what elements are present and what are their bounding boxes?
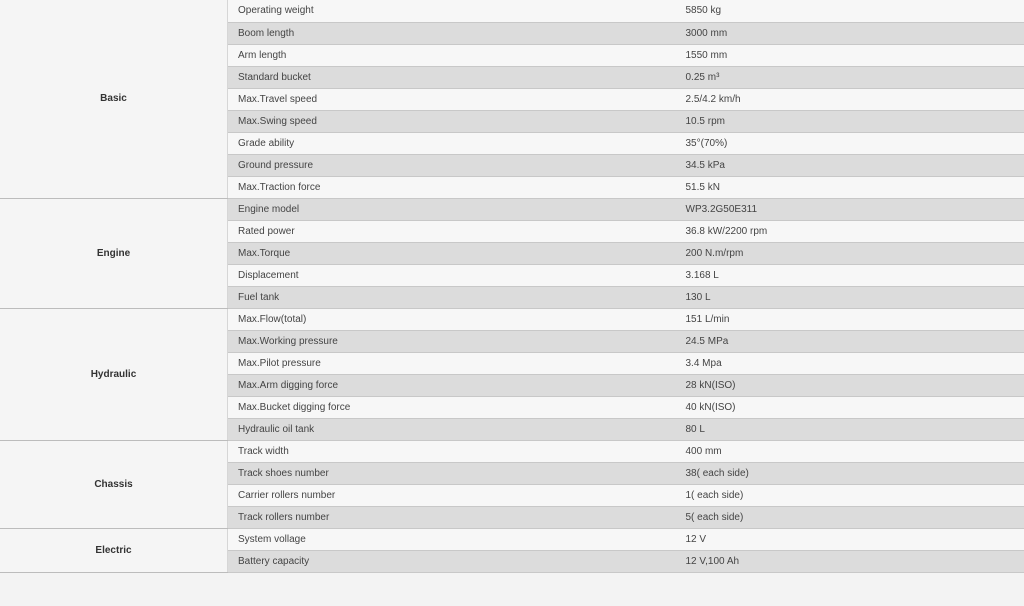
spec-value: 130 L: [675, 286, 1024, 308]
spec-name: Max.Torque: [228, 242, 675, 264]
spec-value: 80 L: [675, 418, 1024, 440]
spec-value: 10.5 rpm: [675, 110, 1024, 132]
spec-name: Boom length: [228, 22, 675, 44]
group-label-engine: Engine: [0, 198, 228, 308]
spec-row: [0, 528, 1024, 550]
spec-value: 1( each side): [675, 484, 1024, 506]
spec-name: Track rollers number: [228, 506, 675, 528]
spec-name: Hydraulic oil tank: [228, 418, 675, 440]
spec-name: Rated power: [228, 220, 675, 242]
spec-name: Max.Pilot pressure: [228, 352, 675, 374]
spec-name: Standard bucket: [228, 66, 675, 88]
spec-row: [0, 198, 1024, 220]
spec-value: 35°(70%): [675, 132, 1024, 154]
spec-name: Fuel tank: [228, 286, 675, 308]
spec-name: Engine model: [228, 198, 675, 220]
spec-value: 400 mm: [675, 440, 1024, 462]
spec-name: Max.Flow(total): [228, 308, 675, 330]
spec-name: Max.Swing speed: [228, 110, 675, 132]
spec-name: Track shoes number: [228, 462, 675, 484]
spec-value: 2.5/4.2 km/h: [675, 88, 1024, 110]
spec-row: [0, 308, 1024, 330]
group-label-electric: Electric: [0, 528, 228, 572]
spec-name: System vollage: [228, 528, 675, 550]
spec-value: WP3.2G50E311: [675, 198, 1024, 220]
spec-value: 36.8 kW/2200 rpm: [675, 220, 1024, 242]
spec-value: 12 V: [675, 528, 1024, 550]
spec-value: 40 kN(ISO): [675, 396, 1024, 418]
spec-name: Carrier rollers number: [228, 484, 675, 506]
spec-value: 51.5 kN: [675, 176, 1024, 198]
spec-name: Max.Travel speed: [228, 88, 675, 110]
spec-value: 12 V,100 Ah: [675, 550, 1024, 572]
spec-name: Operating weight: [228, 0, 675, 22]
group-label-hydraulic: Hydraulic: [0, 308, 228, 440]
spec-name: Ground pressure: [228, 154, 675, 176]
spec-name: Arm length: [228, 44, 675, 66]
spec-name: Track width: [228, 440, 675, 462]
spec-value: 24.5 MPa: [675, 330, 1024, 352]
spec-name: Max.Traction force: [228, 176, 675, 198]
spec-name: Max.Working pressure: [228, 330, 675, 352]
spec-value: 3000 mm: [675, 22, 1024, 44]
spec-name: Max.Arm digging force: [228, 374, 675, 396]
spec-value: 3.168 L: [675, 264, 1024, 286]
spec-row: [0, 0, 1024, 22]
spec-value: 34.5 kPa: [675, 154, 1024, 176]
spec-row: [0, 440, 1024, 462]
spec-name: Grade ability: [228, 132, 675, 154]
spec-value: 200 N.m/rpm: [675, 242, 1024, 264]
spec-value: 5( each side): [675, 506, 1024, 528]
group-label-basic: Basic: [0, 0, 228, 198]
spec-value: 38( each side): [675, 462, 1024, 484]
spec-value: 5850 kg: [675, 0, 1024, 22]
spec-value: 1550 mm: [675, 44, 1024, 66]
spec-value: 0.25 m³: [675, 66, 1024, 88]
spec-value: 28 kN(ISO): [675, 374, 1024, 396]
spec-value: 151 L/min: [675, 308, 1024, 330]
spec-value: 3.4 Mpa: [675, 352, 1024, 374]
spec-name: Battery capacity: [228, 550, 675, 572]
spec-name: Displacement: [228, 264, 675, 286]
spec-name: Max.Bucket digging force: [228, 396, 675, 418]
group-label-chassis: Chassis: [0, 440, 228, 528]
